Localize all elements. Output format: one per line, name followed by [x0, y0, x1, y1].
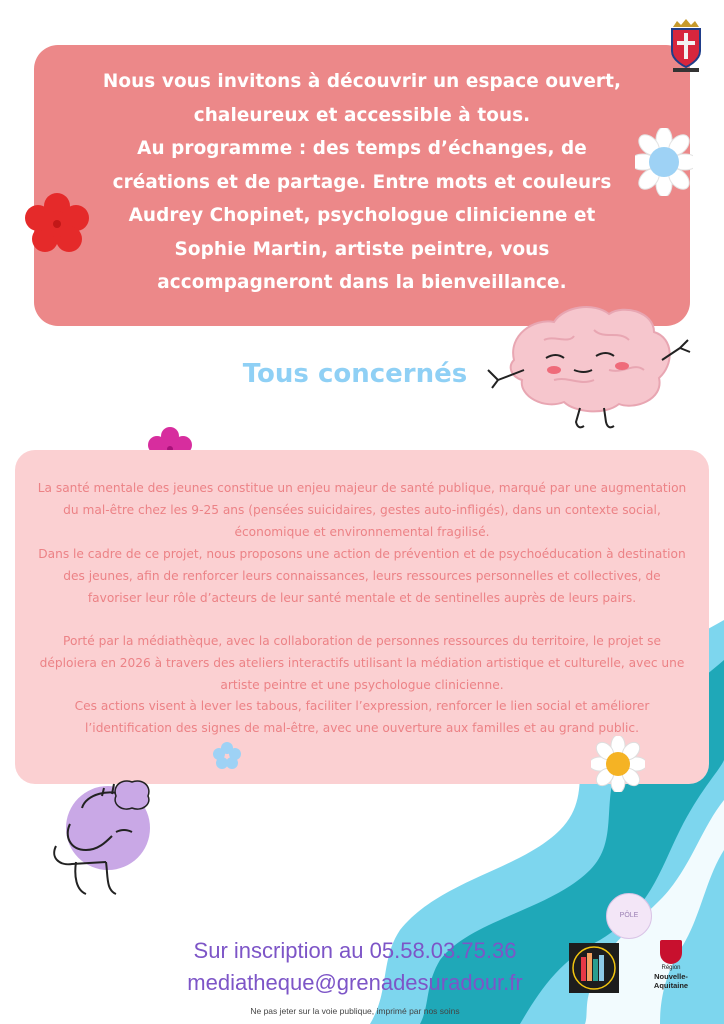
daisy-icon	[591, 736, 645, 792]
description-paragraph: Porté par la médiathèque, avec la collaboration de personnes ressources du territoire, le projet se déploiera en 2026 à travers des ateliers interactifs utilisant la médiation artistique et culturelle, avec une artiste peintre et une psychologue clinicienne.	[39, 634, 685, 692]
region-logo	[648, 940, 694, 992]
book-logo-icon	[569, 943, 619, 993]
region-shield-icon	[660, 940, 682, 964]
sad-person-icon	[46, 766, 164, 898]
daisy-icon	[635, 128, 693, 196]
footer-note: Ne pas jeter sur la voie publique, imprimé par nos soins	[250, 1006, 460, 1016]
intro-line: créations et de partage. Entre mots et couleurs	[112, 171, 612, 193]
red-flower-icon	[24, 192, 90, 254]
intro-line: Au programme : des temps d’échanges, de	[137, 138, 587, 159]
intro-line: Sophie Martin, artiste peintre, vous	[174, 238, 550, 260]
intro-line: accompagneront dans la bienveillance.	[157, 272, 567, 293]
intro-line: Audrey Chopinet, psychologue clinicienne et	[128, 205, 596, 226]
blue-flower-icon	[212, 741, 242, 771]
intro-card	[34, 45, 690, 326]
intro-line: chaleureux et accessible à tous.	[193, 104, 531, 126]
headline: Tous concernés	[242, 359, 468, 389]
pole-logo-label: PÔLE	[619, 912, 639, 919]
coat-of-arms-icon	[667, 17, 705, 73]
registration-phone: Sur inscription au 05.58.03.75.36	[193, 938, 517, 963]
description-paragraph: Ces actions visent à lever les tabous, faciliter l’expression, renforcer le lien social et améliorer l’identification des signes de mal-être, avec une ouverture aux familles et au grand public.	[74, 699, 650, 735]
description-paragraph: La santé mentale des jeunes constitue un enjeu majeur de santé publique, marqué par une augmentation du mal-être chez les 9-25 ans (pensées suicidaires, gestes auto-infligés), dans un contexte social, économique et environnemental fragilisé.	[37, 481, 687, 539]
pole-logo	[606, 893, 652, 939]
region-prefix: Région	[661, 965, 681, 971]
description-card	[15, 450, 709, 784]
description-paragraph: Dans le cadre de ce projet, nous proposons une action de prévention et de psychoéducation à destination des jeunes, afin de renforcer leurs connaissances, leurs ressources personnelles et collectives, de favoriser leur rôle d’acteurs de leur santé mentale et de sentinelles auprès de leurs pairs.	[38, 547, 686, 605]
intro-text	[74, 65, 650, 300]
contact-email[interactable]: mediatheque@grenadesuradour.fr	[187, 970, 523, 995]
intro-line: Nous vous invitons à découvrir un espace ouvert,	[102, 71, 622, 92]
region-label: Nouvelle-Aquitaine	[653, 972, 689, 990]
